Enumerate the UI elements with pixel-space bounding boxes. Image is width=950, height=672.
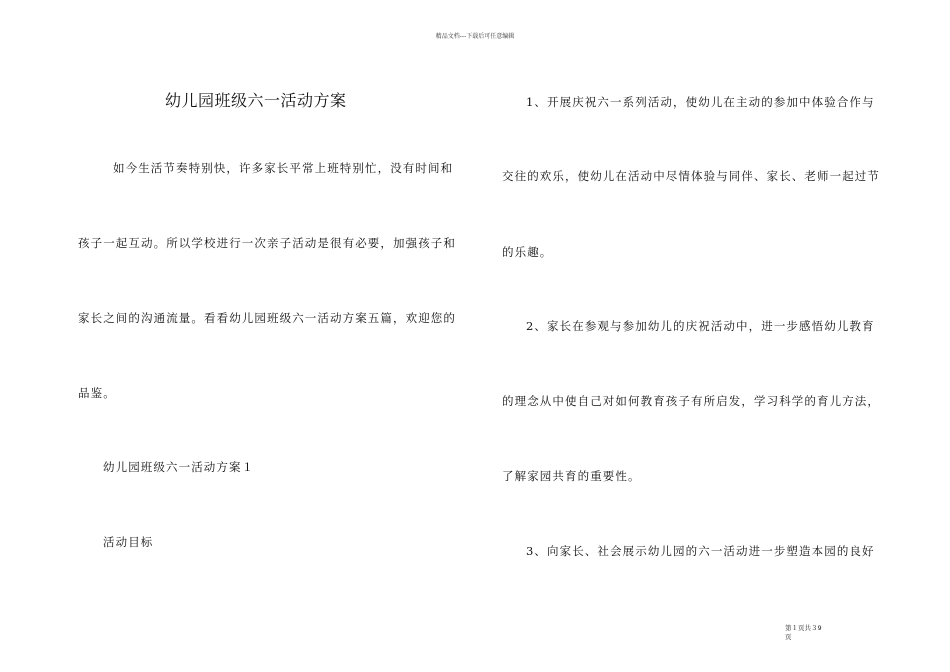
page-number-line1: 第１页共３9 [785, 624, 822, 632]
paragraph-line: 如今生活节奏特别快，许多家长平常上班特别忙，没有时间和 [113, 161, 454, 175]
page-number-line2: 页 [785, 633, 792, 641]
paragraph-line: 3、向家长、社会展示幼儿园的六一活动进一步塑造本园的良好 [526, 544, 875, 558]
header-note: 精品文档---下载后可任意编辑 [435, 33, 515, 40]
paragraph-line: 2、家长在参观与参加幼儿的庆祝活动中，进一步感悟幼儿教育 [526, 319, 875, 333]
section-heading: 幼儿园班级六一活动方案１ [103, 460, 255, 474]
paragraph-line: 孩子一起互动。所以学校进行一次亲子活动是很有必要，加强孩子和 [78, 236, 456, 250]
paragraph-line: 品鉴。 [78, 386, 116, 400]
paragraph-line: 了解家园共育的重要性。 [502, 469, 641, 483]
paragraph-line: 1、开展庆祝六一系列活动，使幼儿在主动的参加中体验合作与 [526, 95, 875, 109]
paragraph-line: 的乐趣。 [502, 245, 553, 259]
paragraph-line: 交往的欢乐，使幼儿在活动中尽情体验与同伴、家长、老师一起过节 [502, 169, 880, 183]
paragraph-line: 的理念从中使自己对如何教育孩子有所启发，学习科学的育儿方法， [502, 394, 880, 408]
section-subheading: 活动目标 [103, 535, 154, 549]
page-title: 幼儿园班级六一活动方案 [165, 91, 347, 110]
paragraph-line: 家长之间的沟通流量。看看幼儿园班级六一活动方案五篇，欢迎您的 [78, 311, 456, 325]
page-number [785, 624, 822, 642]
